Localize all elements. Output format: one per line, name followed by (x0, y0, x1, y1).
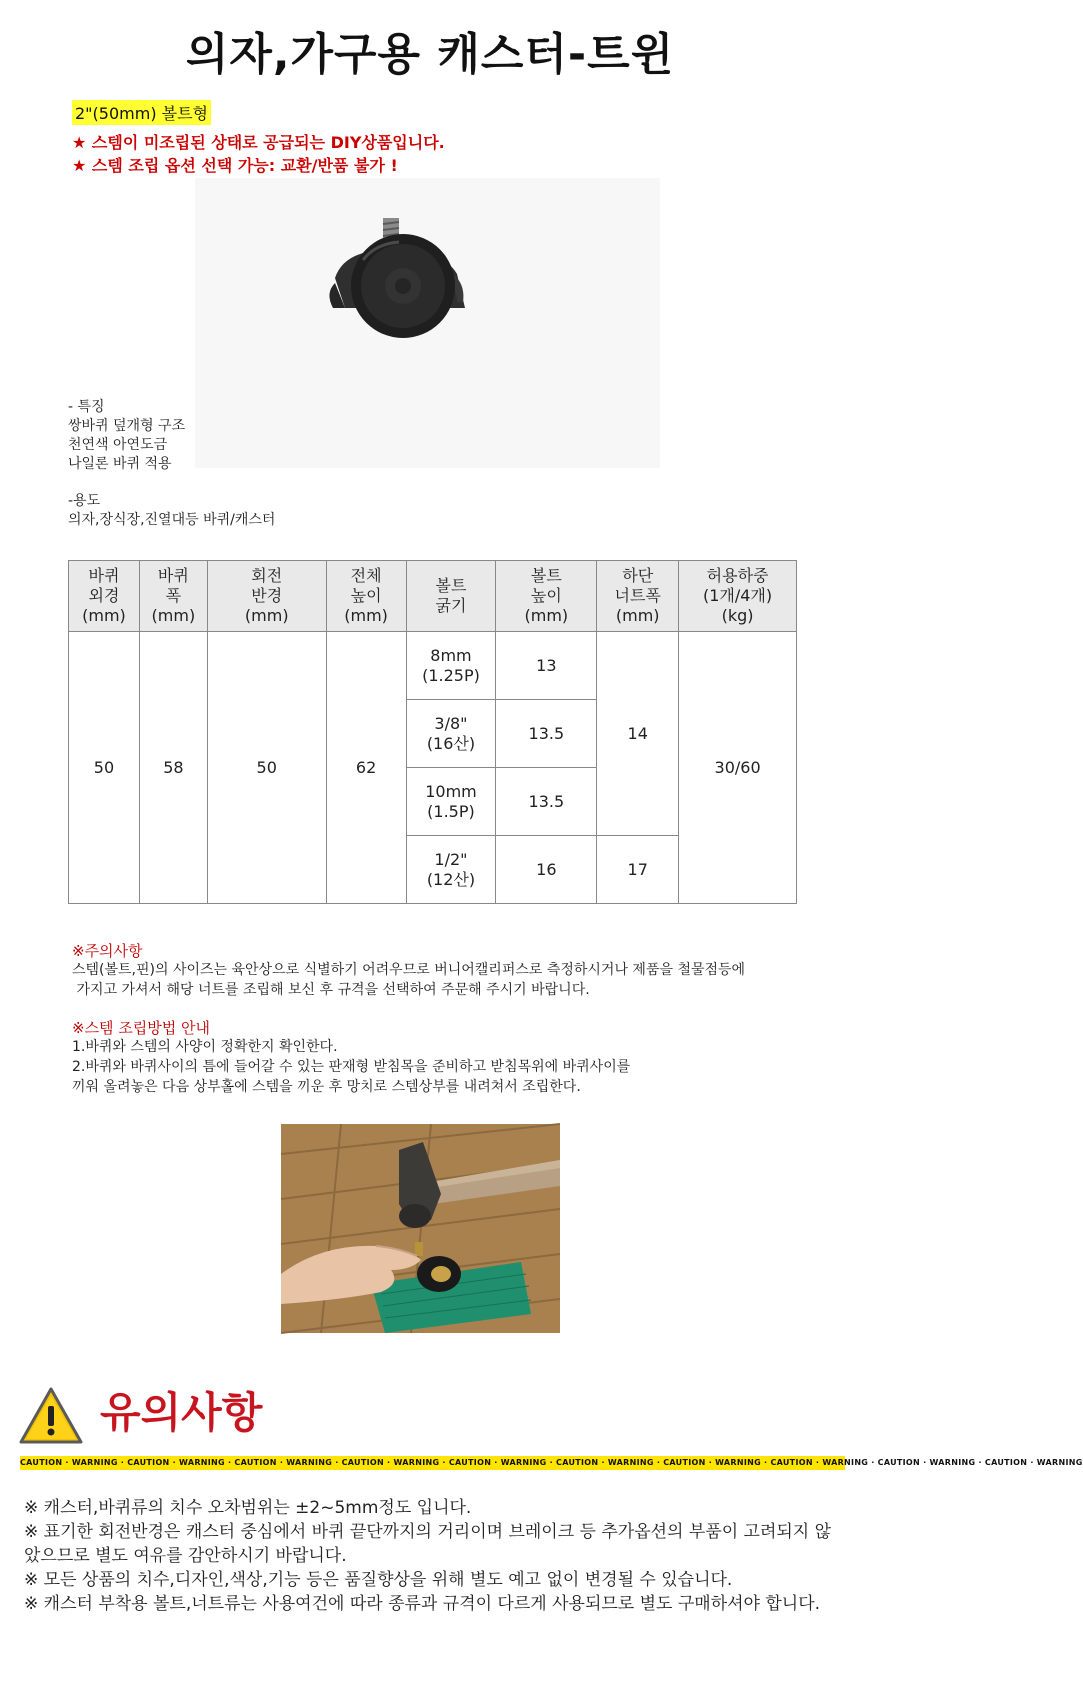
cell-nut-width: 17 (597, 836, 679, 904)
features-heading: - 특징 (68, 399, 105, 415)
page-title: 의자,가구용 캐스터-트윈 (185, 29, 675, 80)
caution-item: ※ 캐스터 부착용 볼트,너트류는 사용여건에 따라 종류과 규격이 다르게 사용되므로 별도 구매하셔야 합니다. (24, 1594, 821, 1614)
cell-bolt-height: 13.5 (496, 700, 597, 768)
caution-text (72, 960, 745, 1000)
cell-wheel-diameter: 50 (69, 632, 140, 904)
assembly-line: 2.바퀴와 바퀴사이의 틈에 들어갈 수 있는 판재형 받침목을 준비하고 받침목위에 바퀴사이를 (72, 1059, 631, 1075)
assembly-line: 끼워 올려놓은 다음 상부홀에 스템을 끼운 후 망치로 스템상부를 내려쳐서 조립한다. (72, 1079, 581, 1095)
col-header-load: 허용하중 (1개/4개) (kg) (679, 561, 797, 632)
assembly-text (72, 1037, 630, 1097)
usage-block (68, 492, 275, 530)
assembly-heading: ※스템 조립방법 안내 (72, 1019, 211, 1037)
cell-bolt-size: 10mm (1.5P) (406, 768, 496, 836)
col-header-bolt-size: 볼트 굵기 (406, 561, 496, 632)
cell-total-height: 62 (326, 632, 406, 904)
caution-item: ※ 캐스터,바퀴류의 치수 오차범위는 ±2~5mm정도 입니다. (24, 1498, 472, 1518)
table-header-row (69, 561, 797, 632)
product-subtitle: 2"(50mm) 볼트형 (72, 100, 211, 125)
col-header-wheel-width: 바퀴 폭 (mm) (139, 561, 207, 632)
usage-item: 의자,장식장,진열대등 바퀴/캐스터 (68, 512, 276, 528)
cell-load: 30/60 (679, 632, 797, 904)
col-header-nut-width: 하단 너트폭 (mm) (597, 561, 679, 632)
cell-bolt-size: 1/2" (12산) (406, 836, 496, 904)
cell-wheel-width: 58 (139, 632, 207, 904)
feature-item: 쌍바퀴 덮개형 구조 (68, 418, 186, 434)
col-header-wheel-diameter: 바퀴 외경 (mm) (69, 561, 140, 632)
cell-bolt-height: 16 (496, 836, 597, 904)
caution-line: 가지고 가셔서 해당 너트를 조립해 보신 후 규격을 선택하여 주문해 주시기 바랍니다. (72, 982, 590, 998)
assembly-line: 1.바퀴와 스템의 사양이 정확한지 확인한다. (72, 1039, 338, 1055)
spec-table (68, 560, 797, 904)
cell-bolt-size: 8mm (1.25P) (406, 632, 496, 700)
cell-bolt-height: 13 (496, 632, 597, 700)
cell-bolt-size: 3/8" (16산) (406, 700, 496, 768)
caution-list (24, 1496, 840, 1616)
caution-line: 스템(볼트,핀)의 사이즈는 육안상으로 식별하기 어려우므로 버니어캘리퍼스로 측정하시거나 제품을 철물점등에 (72, 962, 746, 978)
features-block (68, 398, 185, 474)
notice-line: ★ 스템 조립 옵션 선택 가능: 교환/반품 불가 ! (72, 156, 398, 175)
feature-item: 나일론 바퀴 적용 (68, 456, 172, 472)
usage-heading: -용도 (68, 493, 101, 509)
col-header-bolt-height: 볼트 높이 (mm) (496, 561, 597, 632)
cell-swivel-radius: 50 (207, 632, 326, 904)
feature-item: 천연색 아연도금 (68, 437, 168, 453)
cell-bolt-height: 13.5 (496, 768, 597, 836)
caution-heading: ※주의사항 (72, 942, 143, 960)
table-row (69, 632, 797, 700)
caution-tape-banner: CAUTION · WARNING · CAUTION · WARNING · CAUTION · WARNING · CAUTION · WARNING · CAUTION · WARNING · CAUTION · WARNING · CAUTION · WARNING · CAUTION · WARNING · CAUTION · WARNING · CAUTION · WARNING (20, 1456, 845, 1470)
col-header-swivel-radius: 회전 반경 (mm) (207, 561, 326, 632)
hammer-assembly-photo (281, 1124, 560, 1333)
col-header-total-height: 전체 높이 (mm) (326, 561, 406, 632)
notice-line: ★ 스템이 미조립된 상태로 공급되는 DIY상품입니다. (72, 133, 445, 152)
caster-photo (195, 178, 660, 468)
warning-triangle-icon (18, 1386, 84, 1446)
caution-item: ※ 표기한 회전반경은 캐스터 중심에서 바퀴 끝단까지의 거리이며 브레이크 등 추가옵션의 부품이 고려되지 않았으므로 별도 여유를 감안하시기 바랍니다. (24, 1522, 832, 1566)
warning-section-title: 유의사항 (100, 1388, 263, 1437)
caution-item: ※ 모든 상품의 치수,디자인,색상,기능 등은 품질향상을 위해 별도 예고 없이 변경될 수 있습니다. (24, 1570, 733, 1590)
cell-nut-width: 14 (597, 632, 679, 836)
